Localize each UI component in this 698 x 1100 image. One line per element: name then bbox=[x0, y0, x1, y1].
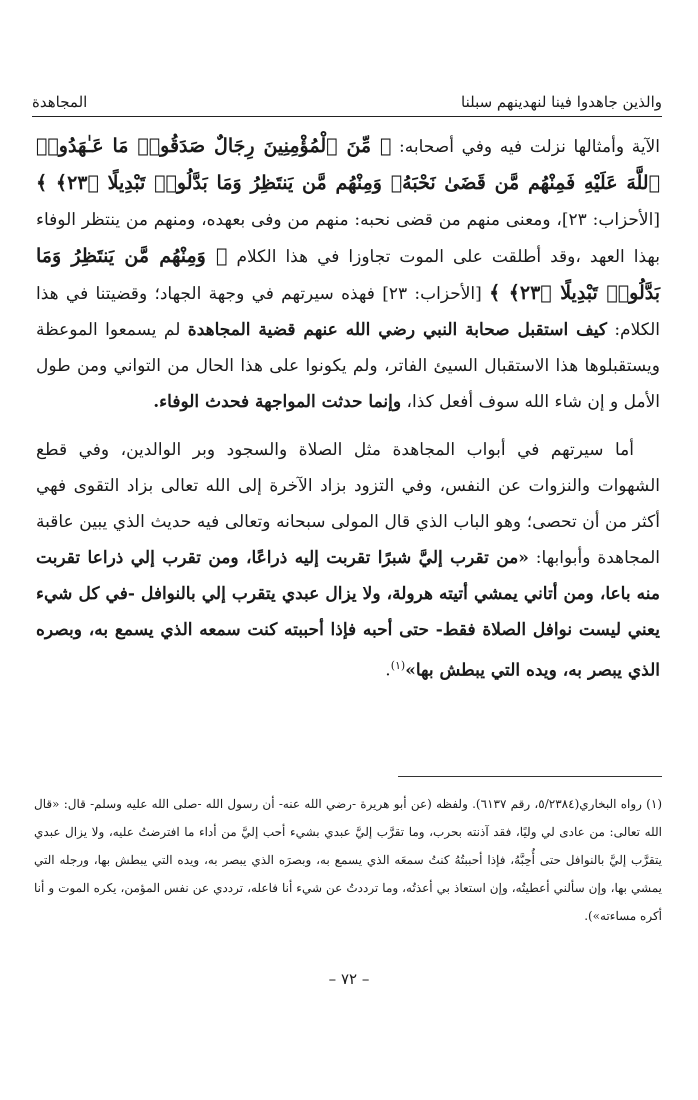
paragraph-end: . bbox=[385, 660, 391, 681]
footnote: (١) رواه البخاري(٥/٢٣٨٤، رقم ٦١٣٧). ولفظه (عن أبو هريرة -رضي الله عنه- أن رسول الله -صلى الله عليه وسلم- قال: «قال الله تعالى: من عادى لي وليًا، فقد آذنته بحرب، وما تقرَّب إليَّ عبدي بشيء أحب إليَّ من أداء ما افترضتُ عليه، ولا يزال عبدي يتقرَّب إليَّ بالنوافل حتى أُحِبَّهُ، فإذا أحببتُهُ كنتُ سمعَه الذي يسمع به، وبصرَه الذي يبصر به، ويده التي يبطش بها، ورجله التي يمشي بها، وإن سألني أعطيتُه، وإن استعاذ بي أعذتُه، وما ترددتُ عن شيء أنا فاعله، ترددي عن نفس المؤمن، يكره الموت و أنا أكره مساءته»). bbox=[34, 797, 662, 923]
running-header bbox=[32, 86, 662, 112]
paragraph-1 bbox=[36, 128, 660, 420]
paragraph-2 bbox=[36, 432, 660, 689]
paragraph-text: أما سيرتهم في أبواب المجاهدة مثل الصلاة والسجود وبر الوالدين، وفي قطع الشهوات والنزوات عن النفس، وفي التزود بزاد الآخرة إلى الله تعالى بزاد التقوى فهي أكثر من أن تحصى؛ وهو الباب الذي قال المولى سبحانه وتعالى فيه حديث الذي يبين عاقبة المجاهدة وأبوابها: bbox=[36, 440, 660, 568]
hadith-quote: «من تقرب إليَّ شبرًا تقربت إليه ذراعًا، ومن تقرب إلي ذراعا تقربت منه باعا، ومن أتاني يمشي أتيته هرولة، ولا يزال عبدي يتقرب إلي بالنوافل -في كل شيء يعني ليست نوافل الصلاة فقط- حتى أحبه فإذا أحببته كنت سمعه الذي يسمع به، وبصره الذي يبصر به، ويده التي يبطش بها» bbox=[36, 548, 660, 681]
footnote-reference[interactable]: (١) bbox=[390, 659, 406, 672]
header-rule bbox=[32, 116, 662, 117]
book-title: والذين جاهدوا فينا لنهدينهم سبلنا bbox=[461, 93, 662, 111]
paragraph-text: [الأحزاب: ٢٣] فهذه سيرتهم في وجهة الجهاد؛ وقضيتنا في هذا الكلام: bbox=[36, 284, 661, 340]
chapter-title: المجاهدة bbox=[32, 93, 88, 111]
quran-verse: ﴿ مِّنَ ٱلْمُؤْمِنِينَ رِجَالٌ صَدَقُوا۟ مَا عَـٰهَدُوا۟ ٱللَّهَ عَلَيْهِ فَمِنْهُم مَّن قَضَىٰ نَحْبَهُۥ وَمِنْهُم مَّن يَنتَظِرُ وَمَا بَدَّلُوا۟ تَبْدِيلًا ﴿٢٣﴾ ﴾ bbox=[36, 135, 660, 194]
paragraph-text: لم يسمعوا الموعظة ويستقبلوها هذا الاستقبال السيئ الفاتر، ولم يكونوا على هذا الحال من التواني ومن طول الأمل و إن شاء الله سوف أفعل كذا، bbox=[36, 320, 660, 412]
body-text bbox=[36, 128, 660, 689]
footnote-rule bbox=[398, 776, 662, 777]
page-number: – ٧٢ – bbox=[328, 970, 370, 988]
paragraph-text: [الأحزاب: ٢٣]، ومعنى منهم من قضى نحبه: منهم من وفى بعهده، ومنهم من ينتظر الوفاء بهذا العهد ،وقد أطلقت على الموت تجاوزا في هذا الكلام bbox=[36, 210, 660, 267]
bold-phrase: كيف استقبل صحابة النبي رضي الله عنهم قضية المجاهدة bbox=[187, 320, 607, 340]
paragraph-text: الآية وأمثالها نزلت فيه وفي أصحابه: bbox=[391, 137, 660, 157]
bold-phrase: وإنما حدثت المواجهة فحدث الوفاء. bbox=[153, 392, 402, 412]
quran-verse: ﴿ وَمِنْهُم مَّن يَنتَظِرُ وَمَا بَدَّلُوا۟ تَبْدِيلًا ﴿٢٣﴾ ﴾ bbox=[36, 245, 661, 304]
